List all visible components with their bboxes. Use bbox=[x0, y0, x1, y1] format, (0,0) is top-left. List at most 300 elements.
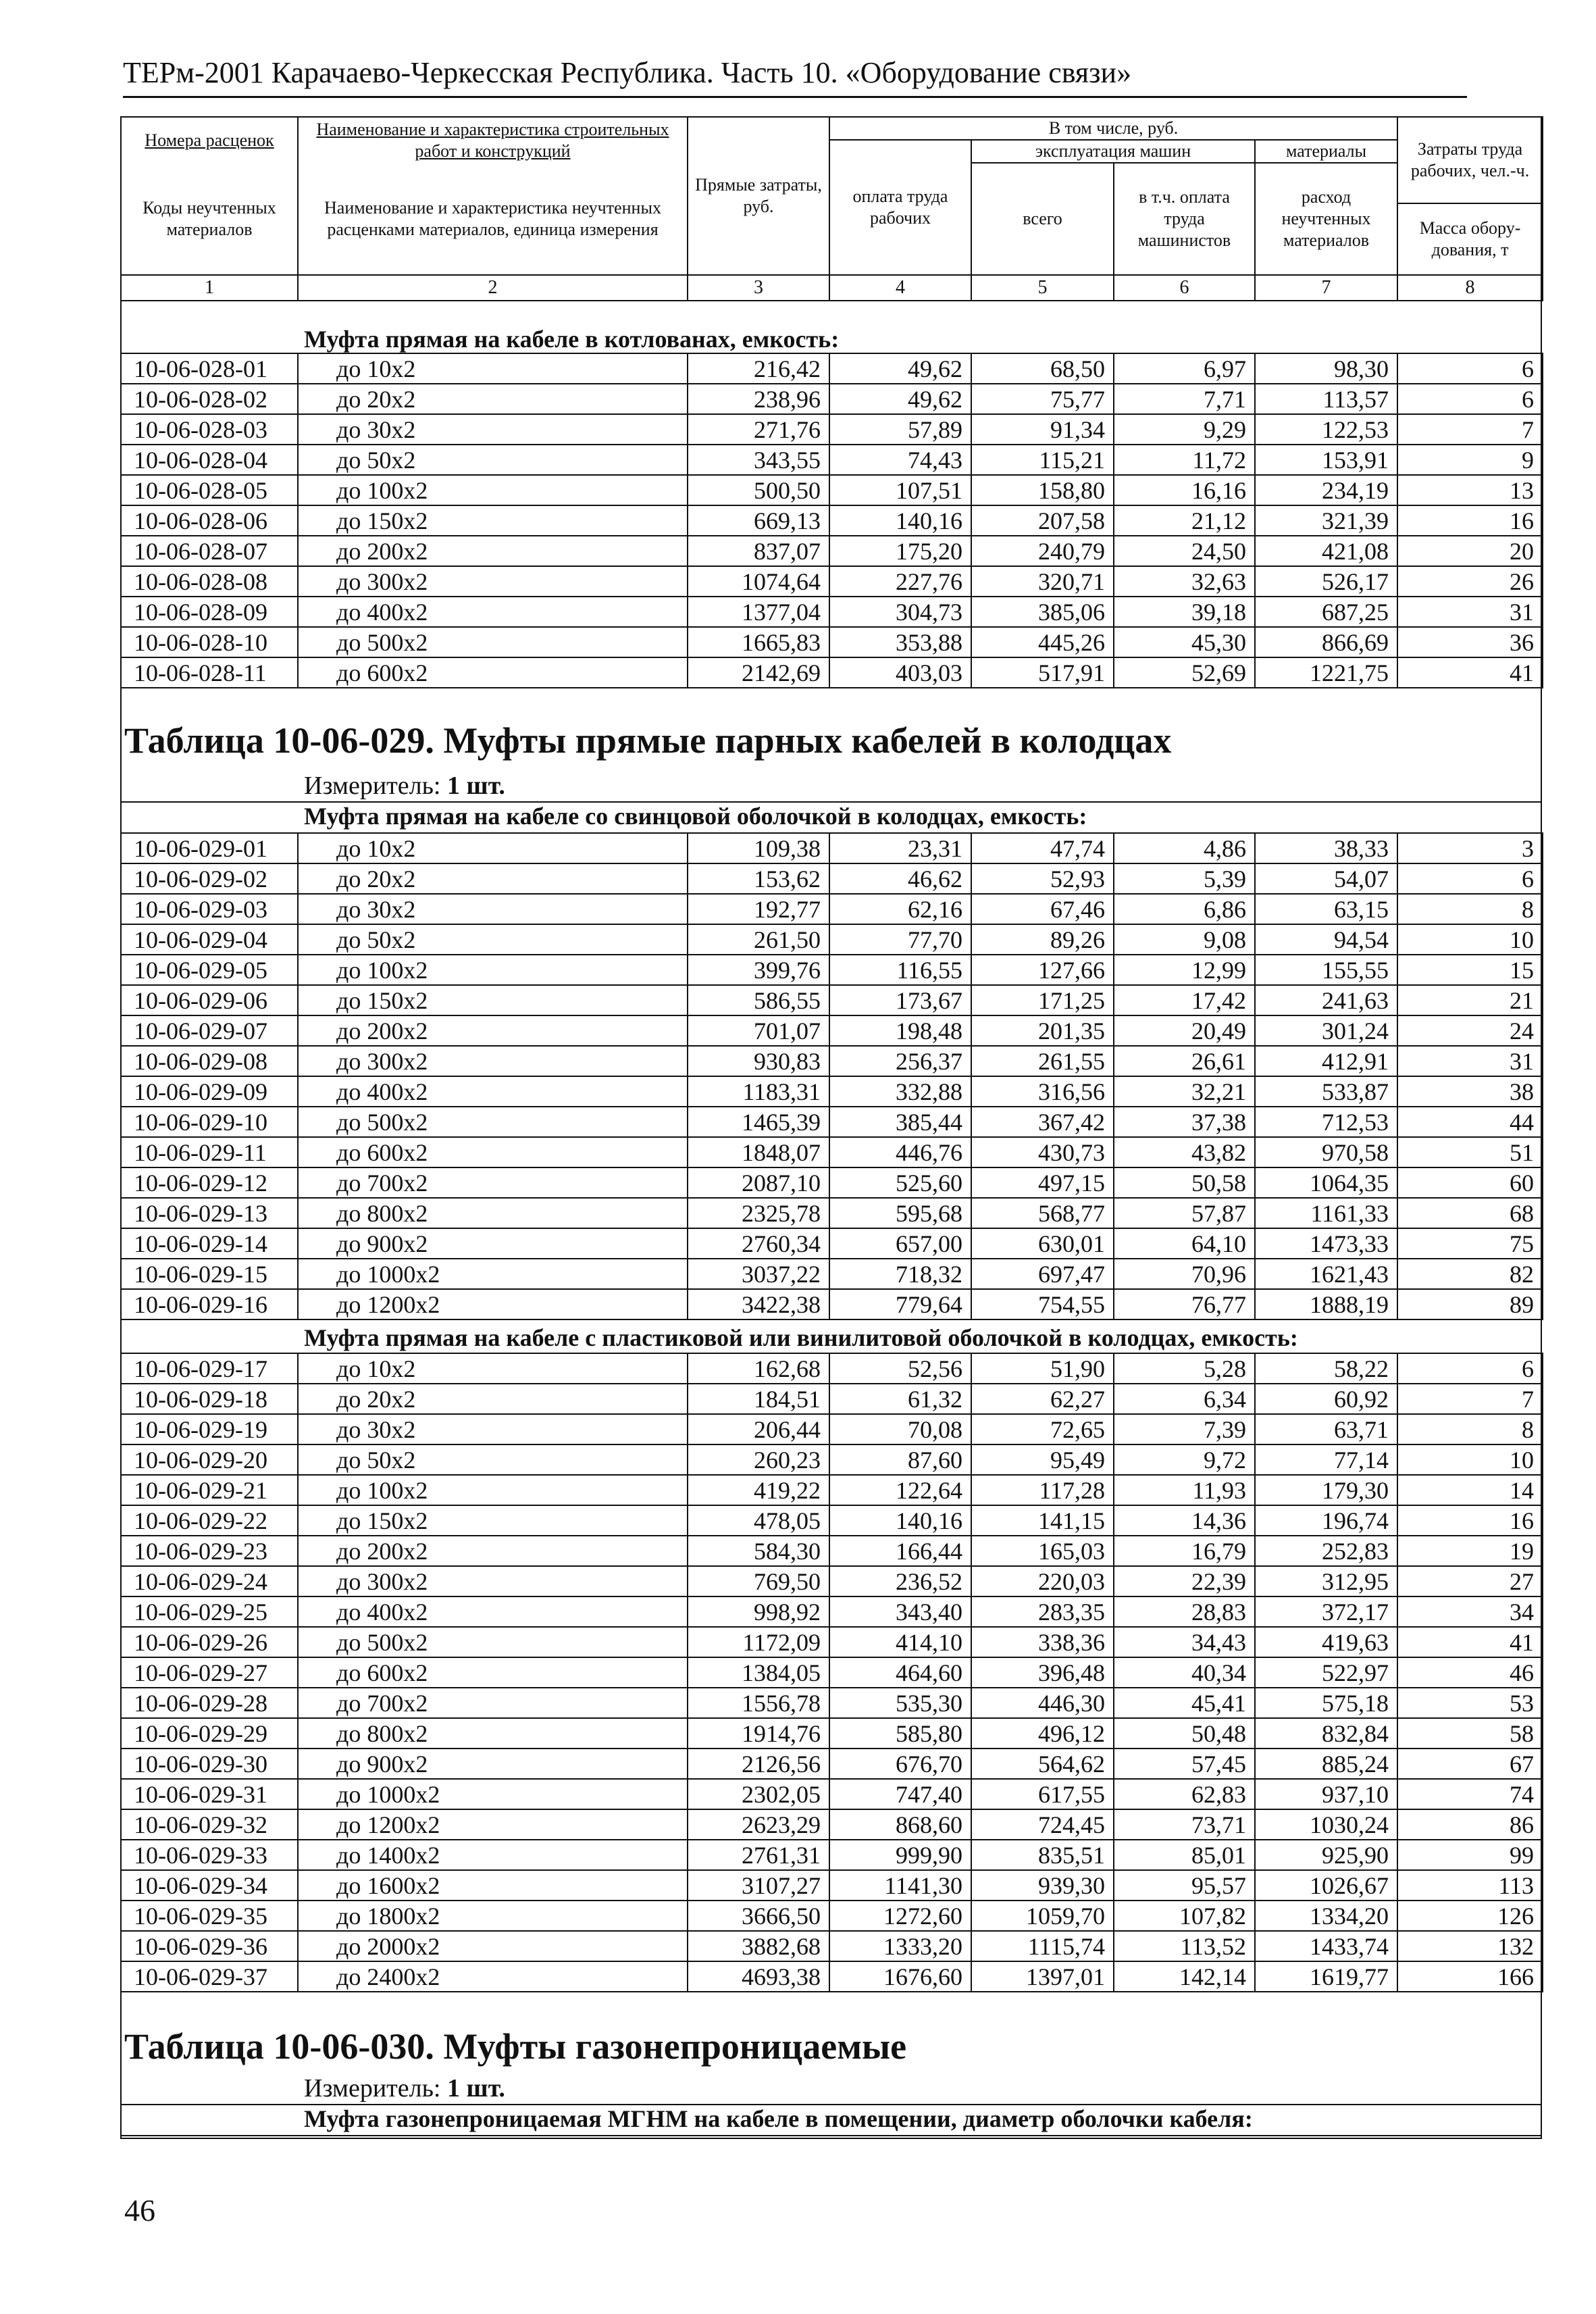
workers-pay-cell: 87,60 bbox=[829, 1444, 971, 1475]
table-row bbox=[121, 627, 1543, 657]
header-work-name: Наименование и характеристика строительных работ и конструкций bbox=[298, 117, 688, 163]
machines-total-cell: 446,30 bbox=[971, 1688, 1114, 1718]
table-row bbox=[121, 414, 1543, 445]
work-name-cell: до 1000х2 bbox=[298, 1779, 688, 1809]
work-name-cell: до 300х2 bbox=[298, 566, 688, 597]
direct-costs-cell: 1556,78 bbox=[688, 1688, 829, 1718]
labor-costs-cell: 132 bbox=[1397, 1931, 1543, 1961]
machinists-pay-cell: 113,52 bbox=[1114, 1931, 1255, 1961]
materials-consumption-cell: 60,92 bbox=[1255, 1384, 1397, 1414]
materials-consumption-cell: 234,19 bbox=[1255, 475, 1397, 505]
section-heading: Муфта прямая на кабеле в котлованах, емкость: bbox=[304, 326, 840, 353]
page-header: ТЕРм-2001 Карачаево-Черкесская Республика. Часть 10. «Оборудование связи» bbox=[123, 53, 1467, 98]
machinists-pay-cell: 57,87 bbox=[1114, 1198, 1255, 1228]
table-row bbox=[121, 475, 1543, 505]
direct-costs-cell: 478,05 bbox=[688, 1505, 829, 1536]
table-row bbox=[121, 1046, 1543, 1076]
direct-costs-cell: 3882,68 bbox=[688, 1931, 829, 1961]
header-unaccounted-codes: Коды неучтенных материалов bbox=[121, 163, 298, 275]
table-row bbox=[121, 1107, 1543, 1137]
labor-costs-cell: 15 bbox=[1397, 955, 1543, 985]
machines-total-cell: 115,21 bbox=[971, 445, 1114, 475]
direct-costs-cell: 998,92 bbox=[688, 1596, 829, 1627]
table-row bbox=[121, 1228, 1543, 1259]
table-row bbox=[121, 1384, 1543, 1414]
direct-costs-cell: 1183,31 bbox=[688, 1076, 829, 1107]
work-name-cell: до 500х2 bbox=[298, 627, 688, 657]
materials-consumption-cell: 1161,33 bbox=[1255, 1198, 1397, 1228]
table-row bbox=[121, 1566, 1543, 1596]
materials-consumption-cell: 321,39 bbox=[1255, 505, 1397, 536]
direct-costs-cell: 2126,56 bbox=[688, 1749, 829, 1779]
machinists-pay-cell: 45,41 bbox=[1114, 1688, 1255, 1718]
rate-code-cell: 10-06-029-25 bbox=[121, 1596, 298, 1627]
machines-total-cell: 51,90 bbox=[971, 1353, 1114, 1384]
machines-total-cell: 52,93 bbox=[971, 863, 1114, 894]
measure-label: Измеритель: bbox=[304, 772, 447, 800]
table-row bbox=[121, 1353, 1543, 1384]
rate-code-cell: 10-06-029-27 bbox=[121, 1657, 298, 1688]
work-name-cell: до 1800х2 bbox=[298, 1901, 688, 1931]
work-name-cell: до 200х2 bbox=[298, 1015, 688, 1046]
work-name-cell: до 500х2 bbox=[298, 1107, 688, 1137]
work-name-cell: до 600х2 bbox=[298, 657, 688, 688]
machines-total-cell: 62,27 bbox=[971, 1384, 1114, 1414]
table-029-section1-heading: Муфта прямая на кабеле со свинцовой оболочкой в колодцах, емкость: bbox=[304, 803, 1087, 830]
machines-total-cell: 220,03 bbox=[971, 1566, 1114, 1596]
work-name-cell: до 10х2 bbox=[298, 353, 688, 384]
labor-costs-cell: 166 bbox=[1397, 1961, 1543, 1992]
rate-code-cell: 10-06-029-07 bbox=[121, 1015, 298, 1046]
labor-costs-cell: 31 bbox=[1397, 1046, 1543, 1076]
rate-code-cell: 10-06-028-08 bbox=[121, 566, 298, 597]
machinists-pay-cell: 4,86 bbox=[1114, 833, 1255, 863]
direct-costs-cell: 184,51 bbox=[688, 1384, 829, 1414]
col-number: 8 bbox=[1397, 275, 1543, 301]
rate-code-cell: 10-06-029-21 bbox=[121, 1475, 298, 1505]
materials-consumption-cell: 925,90 bbox=[1255, 1840, 1397, 1870]
rate-code-cell: 10-06-029-33 bbox=[121, 1840, 298, 1870]
work-name-cell: до 800х2 bbox=[298, 1198, 688, 1228]
machinists-pay-cell: 64,10 bbox=[1114, 1228, 1255, 1259]
direct-costs-cell: 216,42 bbox=[688, 353, 829, 384]
materials-consumption-cell: 1221,75 bbox=[1255, 657, 1397, 688]
rate-code-cell: 10-06-028-05 bbox=[121, 475, 298, 505]
machinists-pay-cell: 16,79 bbox=[1114, 1536, 1255, 1566]
work-name-cell: до 400х2 bbox=[298, 1076, 688, 1107]
direct-costs-cell: 1665,83 bbox=[688, 627, 829, 657]
machinists-pay-cell: 9,29 bbox=[1114, 414, 1255, 445]
work-name-cell: до 400х2 bbox=[298, 1596, 688, 1627]
table-row bbox=[121, 597, 1543, 627]
labor-costs-cell: 60 bbox=[1397, 1167, 1543, 1198]
machines-total-cell: 316,56 bbox=[971, 1076, 1114, 1107]
rate-code-cell: 10-06-029-12 bbox=[121, 1167, 298, 1198]
table-row bbox=[121, 1137, 1543, 1167]
rate-code-cell: 10-06-029-15 bbox=[121, 1259, 298, 1289]
labor-costs-cell: 99 bbox=[1397, 1840, 1543, 1870]
direct-costs-cell: 2760,34 bbox=[688, 1228, 829, 1259]
workers-pay-cell: 1141,30 bbox=[829, 1870, 971, 1901]
machinists-pay-cell: 28,83 bbox=[1114, 1596, 1255, 1627]
labor-costs-cell: 41 bbox=[1397, 657, 1543, 688]
machines-total-cell: 630,01 bbox=[971, 1228, 1114, 1259]
materials-consumption-cell: 1888,19 bbox=[1255, 1289, 1397, 1319]
work-name-cell: до 900х2 bbox=[298, 1749, 688, 1779]
labor-costs-cell: 67 bbox=[1397, 1749, 1543, 1779]
work-name-cell: до 50х2 bbox=[298, 1444, 688, 1475]
work-name-cell: до 1400х2 bbox=[298, 1840, 688, 1870]
table-row bbox=[121, 1931, 1543, 1961]
materials-consumption-cell: 885,24 bbox=[1255, 1749, 1397, 1779]
materials-consumption-cell: 58,22 bbox=[1255, 1353, 1397, 1384]
table-029-section2-heading: Муфта прямая на кабеле с пластиковой или винилитовой оболочкой в колодцах, емкость: bbox=[304, 1324, 1298, 1351]
rate-code-cell: 10-06-029-14 bbox=[121, 1228, 298, 1259]
workers-pay-cell: 198,48 bbox=[829, 1015, 971, 1046]
rate-code-cell: 10-06-028-10 bbox=[121, 627, 298, 657]
machines-total-cell: 141,15 bbox=[971, 1505, 1114, 1536]
work-name-cell: до 20х2 bbox=[298, 863, 688, 894]
table-row bbox=[121, 1289, 1543, 1319]
direct-costs-cell: 399,76 bbox=[688, 955, 829, 985]
work-name-cell: до 900х2 bbox=[298, 1228, 688, 1259]
direct-costs-cell: 260,23 bbox=[688, 1444, 829, 1475]
direct-costs-cell: 930,83 bbox=[688, 1046, 829, 1076]
header-equipment-mass: Масса обору-дования, т bbox=[1397, 203, 1543, 275]
divider bbox=[120, 2135, 1542, 2136]
direct-costs-cell: 206,44 bbox=[688, 1414, 829, 1444]
rate-code-cell: 10-06-029-05 bbox=[121, 955, 298, 985]
work-name-cell: до 300х2 bbox=[298, 1046, 688, 1076]
labor-costs-cell: 10 bbox=[1397, 924, 1543, 955]
materials-consumption-cell: 419,63 bbox=[1255, 1627, 1397, 1657]
rate-code-cell: 10-06-028-09 bbox=[121, 597, 298, 627]
rate-code-cell: 10-06-029-37 bbox=[121, 1961, 298, 1992]
col-number: 1 bbox=[121, 275, 298, 301]
machinists-pay-cell: 5,28 bbox=[1114, 1353, 1255, 1384]
work-name-cell: до 2000х2 bbox=[298, 1931, 688, 1961]
table-row bbox=[121, 1259, 1543, 1289]
table-row bbox=[121, 445, 1543, 475]
materials-consumption-cell: 179,30 bbox=[1255, 1475, 1397, 1505]
table-row bbox=[121, 1414, 1543, 1444]
table-row bbox=[121, 657, 1543, 688]
machines-total-cell: 517,91 bbox=[971, 657, 1114, 688]
labor-costs-cell: 13 bbox=[1397, 475, 1543, 505]
workers-pay-cell: 999,90 bbox=[829, 1840, 971, 1870]
materials-consumption-cell: 1030,24 bbox=[1255, 1809, 1397, 1840]
header-machinists-pay: в т.ч. оплата труда машинистов bbox=[1114, 163, 1255, 275]
materials-consumption-cell: 63,15 bbox=[1255, 894, 1397, 924]
work-name-cell: до 600х2 bbox=[298, 1137, 688, 1167]
table-030-title: Таблица 10-06-030. Муфты газонепроницаемые bbox=[124, 2026, 907, 2067]
workers-pay-cell: 107,51 bbox=[829, 475, 971, 505]
table-row bbox=[121, 1475, 1543, 1505]
labor-costs-cell: 41 bbox=[1397, 1627, 1543, 1657]
machinists-pay-cell: 7,39 bbox=[1114, 1414, 1255, 1444]
machines-total-cell: 68,50 bbox=[971, 353, 1114, 384]
work-name-cell: до 500х2 bbox=[298, 1627, 688, 1657]
machinists-pay-cell: 24,50 bbox=[1114, 536, 1255, 566]
work-name-cell: до 50х2 bbox=[298, 924, 688, 955]
labor-costs-cell: 75 bbox=[1397, 1228, 1543, 1259]
machinists-pay-cell: 16,16 bbox=[1114, 475, 1255, 505]
work-name-cell: до 1000х2 bbox=[298, 1259, 688, 1289]
workers-pay-cell: 1676,60 bbox=[829, 1961, 971, 1992]
machinists-pay-cell: 6,34 bbox=[1114, 1384, 1255, 1414]
rate-code-cell: 10-06-029-23 bbox=[121, 1536, 298, 1566]
direct-costs-cell: 271,76 bbox=[688, 414, 829, 445]
workers-pay-cell: 175,20 bbox=[829, 536, 971, 566]
header-materials: материалы bbox=[1255, 140, 1397, 163]
labor-costs-cell: 7 bbox=[1397, 414, 1543, 445]
materials-consumption-cell: 421,08 bbox=[1255, 536, 1397, 566]
rate-code-cell: 10-06-029-22 bbox=[121, 1505, 298, 1536]
workers-pay-cell: 747,40 bbox=[829, 1779, 971, 1809]
workers-pay-cell: 116,55 bbox=[829, 955, 971, 985]
rate-code-cell: 10-06-029-31 bbox=[121, 1779, 298, 1809]
workers-pay-cell: 46,62 bbox=[829, 863, 971, 894]
materials-consumption-cell: 1473,33 bbox=[1255, 1228, 1397, 1259]
machinists-pay-cell: 14,36 bbox=[1114, 1505, 1255, 1536]
col-number: 3 bbox=[688, 275, 829, 301]
workers-pay-cell: 140,16 bbox=[829, 1505, 971, 1536]
machinists-pay-cell: 73,71 bbox=[1114, 1809, 1255, 1840]
workers-pay-cell: 122,64 bbox=[829, 1475, 971, 1505]
workers-pay-cell: 332,88 bbox=[829, 1076, 971, 1107]
table-row bbox=[121, 1198, 1543, 1228]
workers-pay-cell: 353,88 bbox=[829, 627, 971, 657]
measure-value: 1 шт. bbox=[447, 2074, 505, 2103]
labor-costs-cell: 20 bbox=[1397, 536, 1543, 566]
materials-consumption-cell: 113,57 bbox=[1255, 384, 1397, 414]
rate-code-cell: 10-06-029-30 bbox=[121, 1749, 298, 1779]
machines-total-cell: 385,06 bbox=[971, 597, 1114, 627]
materials-consumption-cell: 687,25 bbox=[1255, 597, 1397, 627]
machines-total-cell: 338,36 bbox=[971, 1627, 1114, 1657]
work-name-cell: до 100х2 bbox=[298, 475, 688, 505]
workers-pay-cell: 77,70 bbox=[829, 924, 971, 955]
workers-pay-cell: 525,60 bbox=[829, 1167, 971, 1198]
labor-costs-cell: 53 bbox=[1397, 1688, 1543, 1718]
materials-consumption-cell: 54,07 bbox=[1255, 863, 1397, 894]
machines-total-cell: 445,26 bbox=[971, 627, 1114, 657]
machines-total-cell: 171,25 bbox=[971, 985, 1114, 1015]
table-row bbox=[121, 955, 1543, 985]
work-name-cell: до 1200х2 bbox=[298, 1809, 688, 1840]
labor-costs-cell: 46 bbox=[1397, 1657, 1543, 1688]
table-row bbox=[121, 505, 1543, 536]
table-row bbox=[121, 536, 1543, 566]
materials-consumption-cell: 970,58 bbox=[1255, 1137, 1397, 1167]
workers-pay-cell: 414,10 bbox=[829, 1627, 971, 1657]
machinists-pay-cell: 142,14 bbox=[1114, 1961, 1255, 1992]
direct-costs-cell: 1172,09 bbox=[688, 1627, 829, 1657]
work-name-cell: до 2400х2 bbox=[298, 1961, 688, 1992]
materials-consumption-cell: 63,71 bbox=[1255, 1414, 1397, 1444]
table-row bbox=[121, 1809, 1543, 1840]
direct-costs-cell: 584,30 bbox=[688, 1536, 829, 1566]
materials-consumption-cell: 155,55 bbox=[1255, 955, 1397, 985]
labor-costs-cell: 44 bbox=[1397, 1107, 1543, 1137]
labor-costs-cell: 86 bbox=[1397, 1809, 1543, 1840]
work-name-cell: до 300х2 bbox=[298, 1566, 688, 1596]
direct-costs-cell: 2761,31 bbox=[688, 1840, 829, 1870]
direct-costs-cell: 500,50 bbox=[688, 475, 829, 505]
labor-costs-cell: 82 bbox=[1397, 1259, 1543, 1289]
machinists-pay-cell: 22,39 bbox=[1114, 1566, 1255, 1596]
table-row bbox=[121, 1167, 1543, 1198]
machinists-pay-cell: 21,12 bbox=[1114, 505, 1255, 536]
machines-total-cell: 1059,70 bbox=[971, 1901, 1114, 1931]
work-name-cell: до 150х2 bbox=[298, 1505, 688, 1536]
table-header bbox=[120, 116, 1542, 300]
labor-costs-cell: 26 bbox=[1397, 566, 1543, 597]
table-row bbox=[121, 1657, 1543, 1688]
labor-costs-cell: 36 bbox=[1397, 627, 1543, 657]
machines-total-cell: 568,77 bbox=[971, 1198, 1114, 1228]
direct-costs-cell: 1848,07 bbox=[688, 1137, 829, 1167]
machinists-pay-cell: 57,45 bbox=[1114, 1749, 1255, 1779]
table-row bbox=[121, 566, 1543, 597]
workers-pay-cell: 61,32 bbox=[829, 1384, 971, 1414]
machines-total-cell: 396,48 bbox=[971, 1657, 1114, 1688]
materials-consumption-cell: 533,87 bbox=[1255, 1076, 1397, 1107]
table-row bbox=[121, 863, 1543, 894]
machinists-pay-cell: 85,01 bbox=[1114, 1840, 1255, 1870]
rate-code-cell: 10-06-028-02 bbox=[121, 384, 298, 414]
work-name-cell: до 10х2 bbox=[298, 1353, 688, 1384]
table-029-measure bbox=[304, 770, 505, 801]
direct-costs-cell: 238,96 bbox=[688, 384, 829, 414]
rate-code-cell: 10-06-029-26 bbox=[121, 1627, 298, 1657]
rate-code-cell: 10-06-028-03 bbox=[121, 414, 298, 445]
work-name-cell: до 20х2 bbox=[298, 1384, 688, 1414]
table-row bbox=[121, 1961, 1543, 1992]
machinists-pay-cell: 76,77 bbox=[1114, 1289, 1255, 1319]
direct-costs-cell: 837,07 bbox=[688, 536, 829, 566]
rate-code-cell: 10-06-029-11 bbox=[121, 1137, 298, 1167]
materials-consumption-cell: 1433,74 bbox=[1255, 1931, 1397, 1961]
machines-total-cell: 496,12 bbox=[971, 1718, 1114, 1749]
workers-pay-cell: 173,67 bbox=[829, 985, 971, 1015]
col-number: 6 bbox=[1114, 275, 1255, 301]
work-name-cell: до 800х2 bbox=[298, 1718, 688, 1749]
rate-code-cell: 10-06-029-32 bbox=[121, 1809, 298, 1840]
machines-total-cell: 127,66 bbox=[971, 955, 1114, 985]
direct-costs-cell: 261,50 bbox=[688, 924, 829, 955]
machinists-pay-cell: 9,72 bbox=[1114, 1444, 1255, 1475]
col-number: 5 bbox=[971, 275, 1114, 301]
direct-costs-cell: 109,38 bbox=[688, 833, 829, 863]
machines-total-cell: 430,73 bbox=[971, 1137, 1114, 1167]
work-name-cell: до 30х2 bbox=[298, 894, 688, 924]
machinists-pay-cell: 37,38 bbox=[1114, 1107, 1255, 1137]
workers-pay-cell: 57,89 bbox=[829, 414, 971, 445]
header-workers-pay: оплата труда рабочих bbox=[829, 140, 971, 275]
header-rate-numbers: Номера расценок bbox=[121, 117, 298, 163]
rate-code-cell: 10-06-029-02 bbox=[121, 863, 298, 894]
machines-total-cell: 1397,01 bbox=[971, 1961, 1114, 1992]
machines-total-cell: 564,62 bbox=[971, 1749, 1114, 1779]
workers-pay-cell: 595,68 bbox=[829, 1198, 971, 1228]
table-row bbox=[121, 1536, 1543, 1566]
labor-costs-cell: 8 bbox=[1397, 894, 1543, 924]
work-name-cell: до 200х2 bbox=[298, 536, 688, 566]
rates-table-029-lead bbox=[120, 832, 1543, 1320]
materials-consumption-cell: 372,17 bbox=[1255, 1596, 1397, 1627]
workers-pay-cell: 343,40 bbox=[829, 1596, 971, 1627]
materials-consumption-cell: 122,53 bbox=[1255, 414, 1397, 445]
workers-pay-cell: 23,31 bbox=[829, 833, 971, 863]
machines-total-cell: 617,55 bbox=[971, 1779, 1114, 1809]
rate-code-cell: 10-06-029-10 bbox=[121, 1107, 298, 1137]
direct-costs-cell: 2623,29 bbox=[688, 1809, 829, 1840]
table-row bbox=[121, 833, 1543, 863]
header-direct-costs: Прямые затраты, руб. bbox=[688, 117, 829, 275]
workers-pay-cell: 868,60 bbox=[829, 1809, 971, 1840]
col-number: 7 bbox=[1255, 275, 1397, 301]
work-name-cell: до 10х2 bbox=[298, 833, 688, 863]
labor-costs-cell: 16 bbox=[1397, 1505, 1543, 1536]
rates-table-028 bbox=[120, 353, 1543, 688]
machines-total-cell: 89,26 bbox=[971, 924, 1114, 955]
machinists-pay-cell: 6,97 bbox=[1114, 353, 1255, 384]
direct-costs-cell: 2325,78 bbox=[688, 1198, 829, 1228]
materials-consumption-cell: 252,83 bbox=[1255, 1536, 1397, 1566]
labor-costs-cell: 74 bbox=[1397, 1779, 1543, 1809]
table-row bbox=[121, 924, 1543, 955]
work-name-cell: до 1600х2 bbox=[298, 1870, 688, 1901]
direct-costs-cell: 162,68 bbox=[688, 1353, 829, 1384]
workers-pay-cell: 676,70 bbox=[829, 1749, 971, 1779]
direct-costs-cell: 1914,76 bbox=[688, 1718, 829, 1749]
work-name-cell: до 100х2 bbox=[298, 955, 688, 985]
section-heading-row bbox=[120, 326, 1542, 353]
rate-code-cell: 10-06-029-13 bbox=[121, 1198, 298, 1228]
table-030-heading: Муфта газонепроницаемая МГНМ на кабеле в помещении, диаметр оболочки кабеля: bbox=[304, 2105, 1253, 2132]
machinists-pay-cell: 32,63 bbox=[1114, 566, 1255, 597]
machinists-pay-cell: 7,71 bbox=[1114, 384, 1255, 414]
direct-costs-cell: 3107,27 bbox=[688, 1870, 829, 1901]
header-materials-consumption: расход неучтенных материалов bbox=[1255, 163, 1397, 275]
direct-costs-cell: 4693,38 bbox=[688, 1961, 829, 1992]
workers-pay-cell: 585,80 bbox=[829, 1718, 971, 1749]
measure-label: Измеритель: bbox=[304, 2074, 447, 2103]
machinists-pay-cell: 17,42 bbox=[1114, 985, 1255, 1015]
machinists-pay-cell: 107,82 bbox=[1114, 1901, 1255, 1931]
table-row bbox=[121, 894, 1543, 924]
machines-total-cell: 72,65 bbox=[971, 1414, 1114, 1444]
machinists-pay-cell: 70,96 bbox=[1114, 1259, 1255, 1289]
materials-consumption-cell: 241,63 bbox=[1255, 985, 1397, 1015]
machines-total-cell: 75,77 bbox=[971, 384, 1114, 414]
work-name-cell: до 30х2 bbox=[298, 1414, 688, 1444]
machines-total-cell: 240,79 bbox=[971, 536, 1114, 566]
direct-costs-cell: 1465,39 bbox=[688, 1107, 829, 1137]
table-row bbox=[121, 1627, 1543, 1657]
materials-consumption-cell: 866,69 bbox=[1255, 627, 1397, 657]
labor-costs-cell: 24 bbox=[1397, 1015, 1543, 1046]
table-030-measure bbox=[304, 2073, 505, 2104]
workers-pay-cell: 62,16 bbox=[829, 894, 971, 924]
labor-costs-cell: 68 bbox=[1397, 1198, 1543, 1228]
workers-pay-cell: 464,60 bbox=[829, 1657, 971, 1688]
table-row bbox=[121, 1596, 1543, 1627]
rate-code-cell: 10-06-029-34 bbox=[121, 1870, 298, 1901]
materials-consumption-cell: 937,10 bbox=[1255, 1779, 1397, 1809]
labor-costs-cell: 51 bbox=[1397, 1137, 1543, 1167]
